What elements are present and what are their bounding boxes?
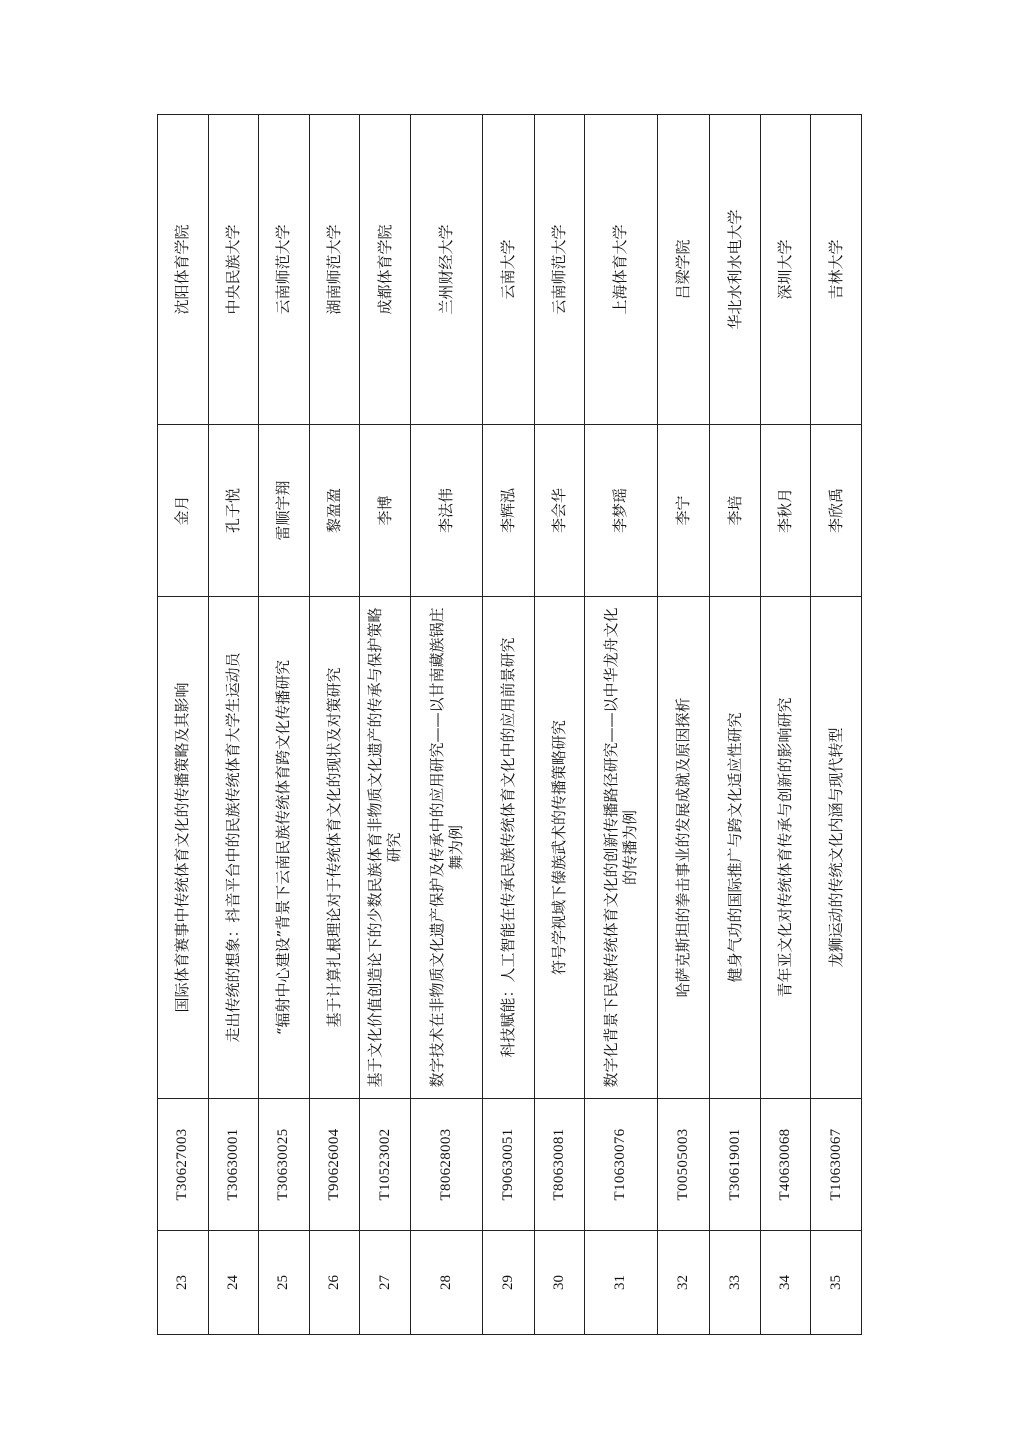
project-code: T30630001	[208, 1099, 259, 1231]
institution-name: 中央民族大学	[208, 115, 259, 425]
table-row	[710, 115, 761, 1335]
applicant-name: 金月	[158, 425, 209, 597]
institution-name: 深圳大学	[760, 115, 811, 425]
project-title: 走出传统的想象：抖音平台中的民族传统体育大学生运动员	[208, 597, 259, 1099]
table-row	[259, 115, 310, 1335]
institution-name: 沈阳体育学院	[158, 115, 209, 425]
project-code: T40630068	[760, 1099, 811, 1231]
project-title: 国际体育赛事中传统体育文化的传播策略及其影响	[158, 597, 209, 1099]
project-title: 符号学视域下傣族武术的传播策略研究	[534, 597, 585, 1099]
project-list-table	[157, 114, 862, 1335]
applicant-name: 李梦瑶	[585, 425, 657, 597]
row-number: 24	[208, 1231, 259, 1335]
project-title: 青年亚文化对传统体育传承与创新的影响研究	[760, 597, 811, 1099]
table-row	[811, 115, 862, 1335]
table-row	[309, 115, 360, 1335]
project-code: T90630051	[483, 1099, 535, 1231]
project-code: T10523002	[360, 1099, 411, 1231]
row-number: 30	[534, 1231, 585, 1335]
project-code: T00505003	[657, 1099, 710, 1231]
project-title: 基于文化价值创造论下的少数民族体育非物质文化遗产的传承与保护策略研究	[360, 597, 411, 1099]
institution-name: 云南师范大学	[259, 115, 310, 425]
table-row	[483, 115, 535, 1335]
project-title: 数字技术在非物质文化遗产保护及传承中的应用研究——以甘南藏族锅庄舞为例	[410, 597, 482, 1099]
applicant-name: 李法伟	[410, 425, 482, 597]
applicant-name: 李欣禹	[811, 425, 862, 597]
row-number: 26	[309, 1231, 360, 1335]
row-number: 29	[483, 1231, 535, 1335]
institution-name: 吕梁学院	[657, 115, 710, 425]
project-title: 健身气功的国际推广与跨文化适应性研究	[710, 597, 761, 1099]
project-code: T30619001	[710, 1099, 761, 1231]
row-number: 23	[158, 1231, 209, 1335]
project-code: T30627003	[158, 1099, 209, 1231]
applicant-name: 李博	[360, 425, 411, 597]
row-number: 31	[585, 1231, 657, 1335]
table-row	[158, 115, 209, 1335]
applicant-name: 李辉泓	[483, 425, 535, 597]
row-number: 34	[760, 1231, 811, 1335]
applicant-name: 李培	[710, 425, 761, 597]
institution-name: 兰州财经大学	[410, 115, 482, 425]
project-title: 龙狮运动的传统文化内涵与现代转型	[811, 597, 862, 1099]
project-code: T80630081	[534, 1099, 585, 1231]
project-code: T10630076	[585, 1099, 657, 1231]
applicant-name: 李秋月	[760, 425, 811, 597]
project-title: 科技赋能：人工智能在传承民族传统体育文化中的应用前景研究	[483, 597, 535, 1099]
project-code: T10630067	[811, 1099, 862, 1231]
institution-name: 湖南师范大学	[309, 115, 360, 425]
row-number: 33	[710, 1231, 761, 1335]
project-title: 基于计算扎根理论对于传统体育文化的现状及对策研究	[309, 597, 360, 1099]
table-row	[657, 115, 710, 1335]
project-code: T80628003	[410, 1099, 482, 1231]
applicant-name: 孔子悦	[208, 425, 259, 597]
institution-name: 云南大学	[483, 115, 535, 425]
institution-name: 云南师范大学	[534, 115, 585, 425]
row-number: 27	[360, 1231, 411, 1335]
row-number: 25	[259, 1231, 310, 1335]
table-row	[760, 115, 811, 1335]
project-code: T90626004	[309, 1099, 360, 1231]
row-number: 35	[811, 1231, 862, 1335]
project-title: “辐射中心建设”背景下云南民族传统体育跨文化传播研究	[259, 597, 310, 1099]
institution-name: 吉林大学	[811, 115, 862, 425]
rotated-table-wrapper	[157, 115, 862, 1335]
institution-name: 成都体育学院	[360, 115, 411, 425]
project-title: 哈萨克斯坦的拳击事业的发展成就及原因探析	[657, 597, 710, 1099]
table-row	[410, 115, 482, 1335]
institution-name: 华北水利水电大学	[710, 115, 761, 425]
applicant-name: 李会华	[534, 425, 585, 597]
table-row	[585, 115, 657, 1335]
table-row	[360, 115, 411, 1335]
institution-name: 上海体育大学	[585, 115, 657, 425]
table-row	[534, 115, 585, 1335]
project-title: 数字化背景下民族传统体育文化的创新传播路径研究——以中华龙舟文化的传播为例	[585, 597, 657, 1099]
applicant-name: 李宁	[657, 425, 710, 597]
table-row	[208, 115, 259, 1335]
row-number: 32	[657, 1231, 710, 1335]
applicant-name: 雷顺宇翔	[259, 425, 310, 597]
project-code: T30630025	[259, 1099, 310, 1231]
applicant-name: 黎盈盈	[309, 425, 360, 597]
row-number: 28	[410, 1231, 482, 1335]
